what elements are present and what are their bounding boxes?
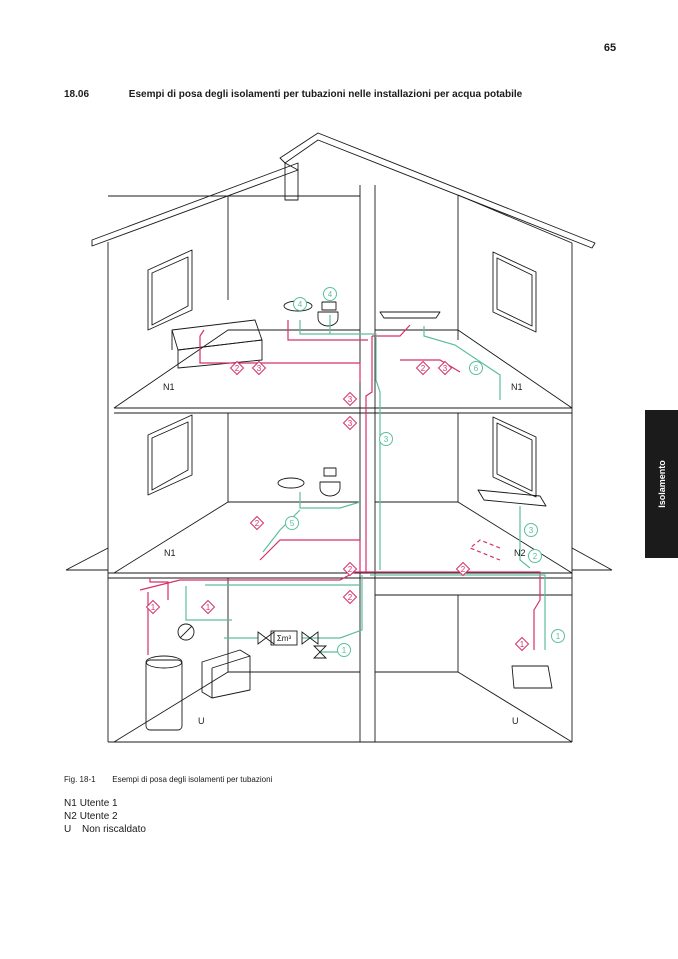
green-marker bbox=[525, 524, 538, 537]
meter-label: Σm³ bbox=[276, 634, 292, 643]
green-marker bbox=[324, 288, 337, 301]
svg-text:3: 3 bbox=[383, 435, 389, 444]
pink-marker bbox=[516, 638, 529, 651]
svg-text:2: 2 bbox=[347, 593, 353, 602]
legend-item: N2 Utente 2 bbox=[64, 811, 118, 822]
roof-front bbox=[280, 133, 595, 248]
svg-text:1: 1 bbox=[555, 632, 561, 641]
pink-marker bbox=[417, 362, 430, 375]
figure-caption bbox=[64, 775, 272, 784]
pink-marker bbox=[344, 563, 357, 576]
svg-text:4: 4 bbox=[327, 290, 333, 299]
room-label-bottom-right: U bbox=[512, 716, 519, 726]
pink-marker bbox=[344, 393, 357, 406]
svg-text:2: 2 bbox=[254, 519, 260, 528]
roof-gable bbox=[285, 163, 298, 200]
pink-markers bbox=[147, 362, 529, 651]
roof-left bbox=[92, 163, 298, 246]
svg-text:4: 4 bbox=[297, 300, 303, 309]
figure-number: Fig. 18-1 bbox=[64, 775, 96, 784]
svg-text:1: 1 bbox=[341, 646, 347, 655]
green-marker bbox=[470, 362, 483, 375]
svg-text:3: 3 bbox=[528, 526, 534, 535]
sanitary-fixtures bbox=[278, 301, 552, 688]
green-marker bbox=[552, 630, 565, 643]
pink-marker bbox=[457, 563, 470, 576]
room-label-top-left: N1 bbox=[163, 382, 175, 392]
green-marker bbox=[286, 517, 299, 530]
page-number: 65 bbox=[603, 42, 617, 54]
room-label-middle-right: N2 bbox=[514, 548, 526, 558]
svg-text:3: 3 bbox=[256, 364, 262, 373]
pink-marker bbox=[439, 362, 452, 375]
green-marker bbox=[529, 550, 542, 563]
legend bbox=[64, 797, 146, 836]
svg-text:5: 5 bbox=[289, 519, 295, 528]
bathtub bbox=[172, 320, 262, 368]
svg-text:3: 3 bbox=[442, 364, 448, 373]
pink-marker bbox=[344, 417, 357, 430]
section-title: Esempi di posa degli isolamenti per tubazioni nelle installazioni per acqua potabile bbox=[128, 89, 523, 100]
pink-marker bbox=[344, 591, 357, 604]
svg-text:1: 1 bbox=[205, 603, 211, 612]
svg-text:2: 2 bbox=[420, 364, 426, 373]
legend-item: U Non riscaldato bbox=[64, 824, 146, 835]
svg-text:6: 6 bbox=[473, 364, 479, 373]
room-label-top-right: N1 bbox=[511, 382, 523, 392]
svg-text:2: 2 bbox=[234, 364, 240, 373]
svg-text:1: 1 bbox=[519, 640, 525, 649]
figure-caption-text: Esempi di posa degli isolamenti per tubazioni bbox=[112, 775, 273, 784]
svg-text:3: 3 bbox=[347, 395, 353, 404]
svg-text:2: 2 bbox=[532, 552, 538, 561]
water-meter bbox=[258, 631, 326, 658]
svg-text:2: 2 bbox=[347, 565, 353, 574]
green-marker bbox=[294, 298, 307, 311]
section-number: 18.06 bbox=[64, 89, 90, 100]
svg-text:3: 3 bbox=[347, 419, 353, 428]
green-marker bbox=[338, 644, 351, 657]
green-marker bbox=[380, 433, 393, 446]
room-label-middle-left: N1 bbox=[164, 548, 176, 558]
svg-text:2: 2 bbox=[460, 565, 466, 574]
svg-text:1: 1 bbox=[150, 603, 156, 612]
green-markers bbox=[286, 288, 565, 657]
pink-marker bbox=[251, 517, 264, 530]
legend-item: N1 Utente 1 bbox=[64, 798, 118, 809]
pink-marker bbox=[202, 601, 215, 614]
room-label-bottom-left: U bbox=[198, 716, 205, 726]
heating-equipment bbox=[146, 624, 250, 730]
chapter-side-tab-label: Isolamento bbox=[656, 460, 667, 508]
